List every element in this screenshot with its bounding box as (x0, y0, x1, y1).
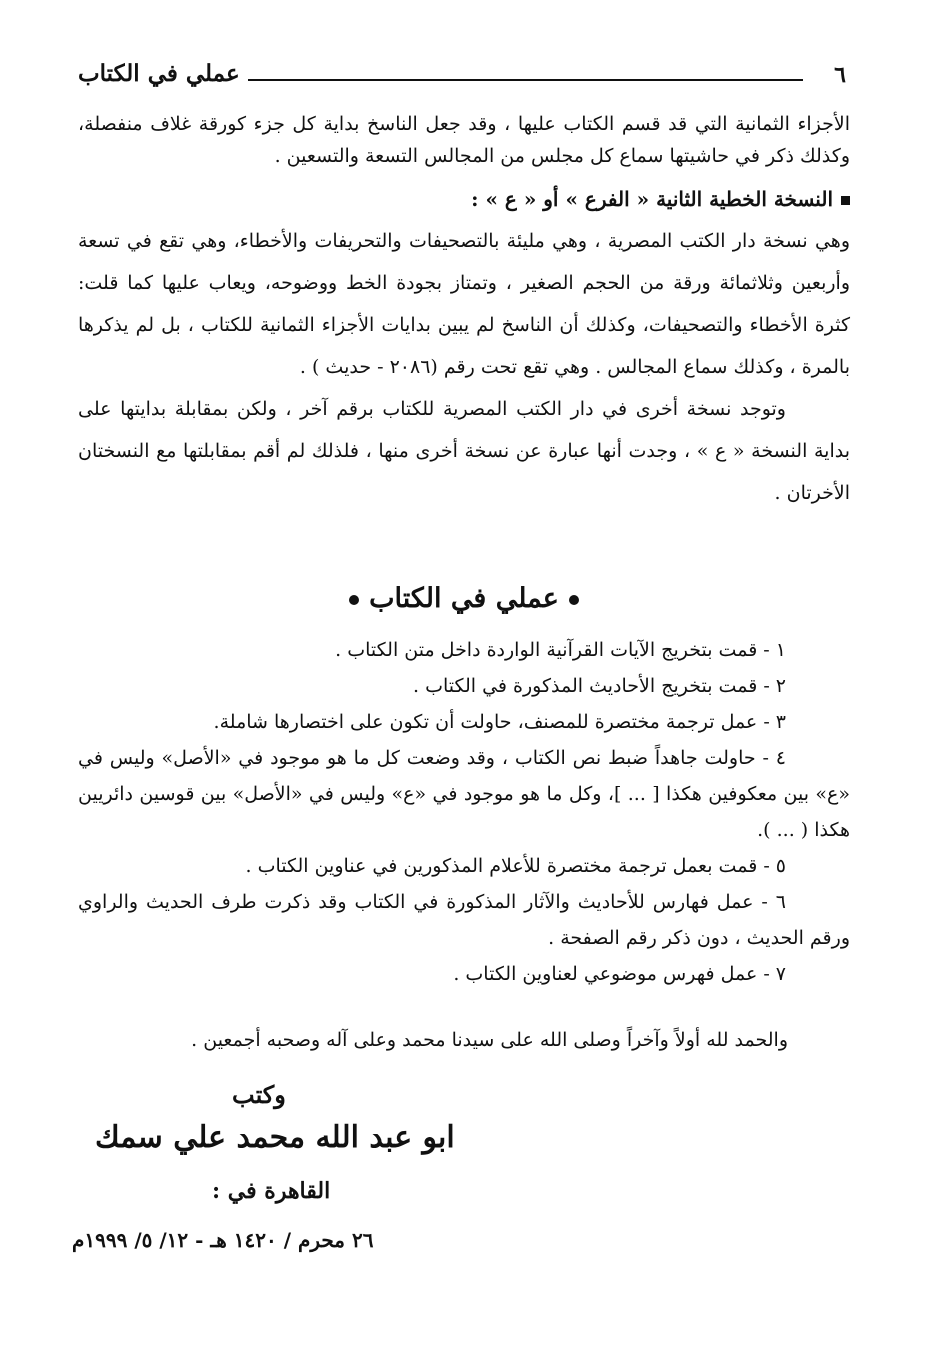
list-item: ١ - قمت بتخريج الآيات القرآنية الواردة داخل متن الكتاب . (335, 639, 786, 661)
intro-paragraph: الأجزاء الثمانية التي قد قسم الكتاب عليها ، وقد جعل الناسخ بداية كل جزء كورقة غلاف منفصلة، وكذلك ذكر في حاشيتها سماع كل مجلس من المجالس التسعة والتسعين . (78, 113, 850, 167)
signature-place: القاهرة في : (212, 1178, 331, 1204)
header-rule (248, 79, 803, 81)
author-name: ابو عبد الله محمد علي سمك (95, 1120, 455, 1155)
body-text (78, 108, 850, 514)
section-title (0, 583, 928, 614)
list-item: ٣ - عمل ترجمة مختصرة للمصنف، حاولت أن تكون على اختصارها شاملة. (213, 711, 786, 733)
manuscript-paragraph-1: وهي نسخة دار الكتب المصرية ، وهي مليئة بالتصحيفات والتحريفات والأخطاء، وهي تقع في تسعة وأربعين وثلاثمائة ورقة من الحجم الصغير ، وتمتاز بجودة الخط ووضوحه، ويعاب عليها كما قلت: كثرة الأخطاء والتصحيفات، وكذلك أن الناسخ لم يبين بدايات الأجزاء الثمانية للكتاب ، بل لم يذكرها بالمرة ، وكذلك سماع المجالس . وهي تقع تحت رقم (٢٠٨٦ - حديث ) . (78, 230, 850, 378)
manuscript-paragraph-2: وتوجد نسخة أخرى في دار الكتب المصرية للكتاب برقم آخر ، ولكن بمقابلة بدايتها على بداية النسخة « ع » ، وجدت أنها عبارة عن نسخة أخرى منها ، فلذلك لم أقم بمقابلتها مع النسختان الأخرتان . (78, 398, 850, 504)
section-title-text: عملي في الكتاب (369, 583, 559, 614)
running-title: عملي في الكتاب (78, 60, 240, 87)
signature-wrote: وكتب (232, 1080, 286, 1109)
bullet-dot-icon (349, 595, 359, 605)
manuscript-heading (78, 178, 850, 220)
list-item: ٧ - عمل فهرس موضوعي لعناوين الكتاب . (453, 963, 786, 985)
signature-date: ٢٦ محرم / ١٤٢٠ هـ - ١٢/ ٥/ ١٩٩٩م (72, 1228, 374, 1252)
square-bullet-icon (841, 196, 850, 205)
list-item: ٢ - قمت بتخريج الأحاديث المذكورة في الكتاب . (413, 675, 786, 697)
list-item: ٥ - قمت بعمل ترجمة مختصرة للأعلام المذكورين في عناوين الكتاب . (245, 855, 786, 877)
manuscript-heading-text: النسخة الخطية الثانية « الفرع » أو « ع » : (471, 187, 833, 211)
bullet-dot-icon (569, 595, 579, 605)
list-item: ٤ - حاولت جاهداً ضبط نص الكتاب ، وقد وضعت كل ما هو موجود في «الأصل» وليس في «ع» بين معكوفين هكذا [ ... ]، وكل ما هو موجود في «ع» وليس في «الأصل» بين قوسين دائريين هكذا ( ... ). (78, 747, 850, 841)
closing-praise: والحمد لله أولاً وآخراً وصلى الله على سيدنا محمد وعلى آله وصحبه أجمعين . (191, 1029, 788, 1051)
page-number: ٦ (834, 62, 846, 88)
list-item: ٦ - عمل فهارس للأحاديث والآثار المذكورة في الكتاب وقد ذكرت طرف الحديث والراوي ورقم الحديث ، دون ذكر رقم الصفحة . (78, 891, 850, 949)
work-list (78, 632, 850, 992)
